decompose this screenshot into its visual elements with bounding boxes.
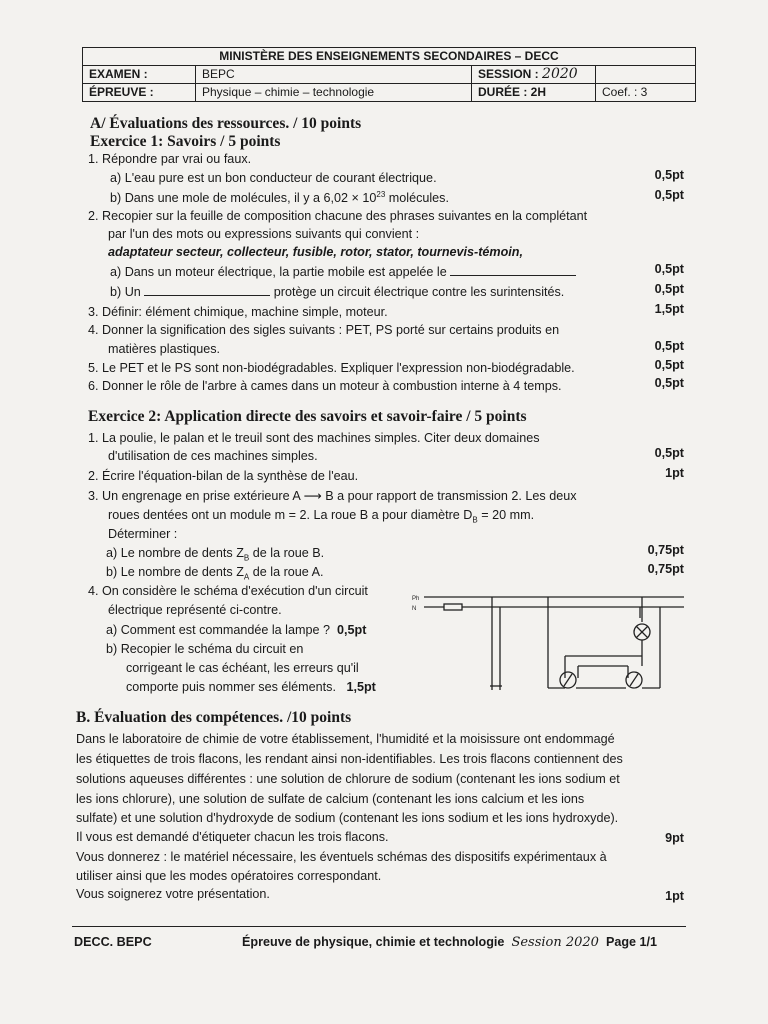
e2q3b-text: b) Le nombre de dents Z — [106, 565, 244, 579]
epreuve-label: ÉPREUVE : — [89, 85, 154, 99]
coef: Coef. : 3 — [595, 84, 695, 101]
exam-label: EXAMEN : — [89, 67, 148, 81]
q4-line1: 4. Donner la signification des sigles suivants : PET, PS porté sur certains produits en — [88, 323, 560, 337]
e2q4a — [106, 622, 366, 638]
q1b-points: 0,5pt — [654, 188, 684, 202]
duree: DURÉE : 2H — [471, 84, 595, 101]
q5: 5. Le PET et le PS sont non-biodégradables. Expliquer l'expression non-biodégradable. — [88, 361, 575, 375]
e2q3-line2-sub: B — [472, 515, 478, 525]
part-b-line3: solutions aqueuses différentes : une solution de chlorure de sodium (contenant les ions sodium et — [76, 772, 620, 786]
q2a-blank — [450, 264, 576, 276]
footer-left: DECC. BEPC — [74, 935, 152, 949]
fuse-symbol — [444, 604, 462, 610]
circuit-ph-label: Ph — [412, 596, 420, 602]
q2a — [110, 264, 576, 280]
part-b-line1: Dans le laboratoire de chimie de votre établissement, l'humidité et la moisissure ont endommagé — [76, 732, 615, 746]
footer-divider — [72, 926, 686, 927]
e2q3-line2-text: roues dentées ont un module m = 2. La roue B a pour diamètre D — [108, 508, 473, 522]
footer-handwritten-session: Session 2020 — [511, 935, 599, 950]
q6-points: 0,5pt — [654, 376, 684, 390]
empty-cell — [595, 66, 695, 83]
q2-word-list: adaptateur secteur, collecteur, fusible, rotor, stator, tournevis-témoin, — [108, 245, 524, 259]
e2q1-points: 0,5pt — [654, 446, 684, 460]
q1b-exponent: 23 — [376, 189, 386, 199]
exercise-1-title: Exercice 1: Savoirs / 5 points — [90, 133, 281, 150]
q6: 6. Donner le rôle de l'arbre à cames dans un moteur à combustion interne à 4 temps. — [88, 379, 562, 393]
header-row-epreuve — [83, 83, 695, 101]
q2b-blank — [144, 284, 270, 296]
q5-points: 0,5pt — [654, 358, 684, 372]
e2q3b-end: de la roue A. — [249, 565, 324, 579]
epreuve-value: Physique – chimie – technologie — [195, 84, 471, 101]
part-a-title: A/ Évaluations des ressources. / 10 points — [90, 115, 362, 132]
e2q3b-points: 0,75pt — [647, 562, 684, 576]
footer-page-number: Page 1/1 — [605, 935, 658, 949]
e2q3b — [106, 564, 323, 580]
part-b-line5: sulfate) et une solution d'hydroxyde de sodium (contenant les ions sodium et les ions hydroxyde). — [76, 811, 619, 825]
header-row-exam — [83, 65, 695, 83]
part-b-line7: Vous donnerez : le matériel nécessaire, les éventuels schémas des dispositifs expérimentaux à — [76, 850, 607, 864]
part-b-line2: les étiquettes de trois flacons, les rendant ainsi non-identifiables. Les trois flacons contiennent des — [76, 752, 623, 766]
q2-line1: 2. Recopier sur la feuille de composition chacune des phrases suivantes en la complétant — [88, 209, 588, 223]
e2q4a-text: a) Comment est commandée la lampe ? — [106, 623, 330, 637]
part-b-title: B. Évaluation des compétences. /10 points — [76, 709, 352, 726]
q1a-points: 0,5pt — [654, 168, 684, 182]
e2q1-line1: 1. La poulie, le palan et le treuil sont des machines simples. Citer deux domaines — [88, 431, 540, 445]
q1a: a) L'eau pure est un bon conducteur de courant électrique. — [110, 171, 437, 185]
q4-points: 0,5pt — [654, 339, 684, 353]
e2q4b-points: 1,5pt — [346, 680, 376, 694]
q1b — [110, 190, 449, 206]
part-b-line4: les ions chlorure), une solution de sulfate de calcium (contenant les ions calcium et les ions — [76, 792, 585, 806]
q2-line2: par l'un des mots ou expressions suivants qui convient : — [108, 227, 420, 241]
q2a-points: 0,5pt — [654, 262, 684, 276]
q2b-text: b) Un — [110, 285, 141, 299]
e2q2-points: 1pt — [665, 466, 684, 480]
e2q3a-end: de la roue B. — [249, 546, 325, 560]
q4-line2: matières plastiques. — [108, 342, 220, 356]
e2q3a-text: a) Le nombre de dents Z — [106, 546, 244, 560]
e2q3a-sub: B — [243, 553, 250, 563]
e2q4b-line2: corrigeant le cas échéant, les erreurs qu'il — [126, 661, 359, 675]
q3: 3. Définir: élément chimique, machine simple, moteur. — [88, 305, 388, 319]
e2q1-line2: d'utilisation de ces machines simples. — [108, 449, 318, 463]
footer-center — [242, 935, 657, 950]
e2q4a-points: 0,5pt — [337, 623, 367, 637]
e2q2: 2. Écrire l'équation-bilan de la synthèse de l'eau. — [88, 469, 359, 483]
q3-points: 1,5pt — [654, 302, 684, 316]
footer-center-text: Épreuve de physique, chimie et technologie — [242, 935, 505, 949]
part-b-line9-points: 1pt — [665, 889, 684, 903]
e2q4-line1: 4. On considère le schéma d'exécution d'un circuit — [88, 584, 368, 598]
circuit-n-label: N — [412, 606, 417, 612]
part-b-line6: Il vous est demandé d'étiqueter chacun les trois flacons. — [76, 830, 389, 844]
exam-header-table — [82, 47, 696, 102]
session-cell — [471, 66, 595, 83]
part-b-line6-points: 9pt — [665, 831, 684, 845]
q2b-points: 0,5pt — [654, 282, 684, 296]
e2q4b-line1: b) Recopier le schéma du circuit en — [106, 642, 304, 656]
e2q3b-sub: A — [243, 572, 250, 582]
e2q3-line1: 3. Un engrenage en prise extérieure A ⟶ B a pour rapport de transmission 2. Les deux — [88, 489, 577, 503]
e2q3-line3: Déterminer : — [108, 527, 178, 541]
e2q3a-points: 0,75pt — [647, 543, 684, 557]
e2q4b-line3 — [126, 679, 376, 695]
part-b-line9: Vous soignerez votre présentation. — [76, 887, 270, 901]
q1b-text: b) Dans une mole de molécules, il y a 6,02 × 10 — [110, 191, 377, 205]
e2q3-line2-end: = 20 mm. — [477, 508, 535, 522]
e2q4-line2: électrique représenté ci-contre. — [108, 603, 282, 617]
ministry-title: MINISTÈRE DES ENSEIGNEMENTS SECONDAIRES – DECC — [219, 49, 559, 63]
q1: 1. Répondre par vrai ou faux. — [88, 152, 252, 166]
session-value: 2020 — [542, 66, 578, 82]
q1b-text-end: molécules. — [385, 191, 449, 205]
part-b-line8: utiliser ainsi que les modes opératoires correspondant. — [76, 869, 382, 883]
exercise-2-title: Exercice 2: Application directe des savoirs et savoir-faire / 5 points — [88, 408, 527, 425]
circuit-diagram — [410, 588, 686, 698]
header-row-ministry — [83, 48, 695, 65]
q2b-text-end: protège un circuit électrique contre les surintensités. — [273, 285, 565, 299]
e2q3-line2 — [108, 507, 534, 523]
e2q4b-line3-text: comporte puis nommer ses éléments. — [126, 680, 336, 694]
e2q3a — [106, 545, 324, 561]
exam-value: BEPC — [195, 66, 471, 83]
q2a-text: a) Dans un moteur électrique, la partie mobile est appelée le — [110, 265, 447, 279]
q2b — [110, 284, 564, 300]
session-label: SESSION : — [478, 67, 539, 81]
